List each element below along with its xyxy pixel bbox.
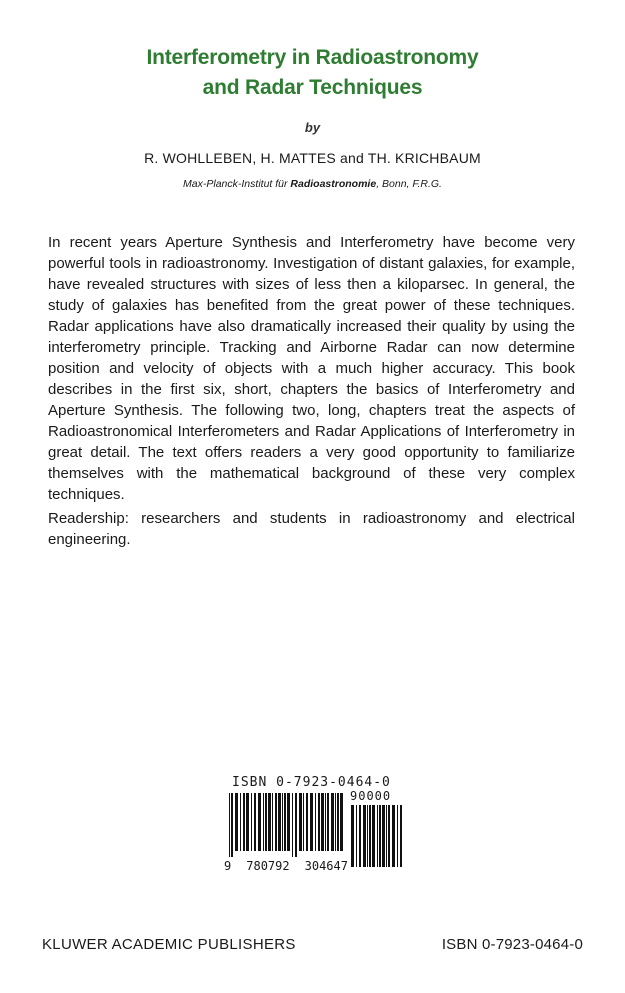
barcode-bar	[400, 805, 402, 867]
barcode-bar	[265, 793, 267, 851]
barcode-bar	[397, 805, 398, 867]
barcode-bar	[251, 793, 252, 851]
barcode-bar	[388, 805, 390, 867]
affiliation	[0, 178, 625, 190]
affiliation-suffix: , Bonn, F.R.G.	[376, 178, 442, 190]
barcode-bar	[295, 793, 297, 857]
ean-digits	[224, 859, 348, 873]
barcode-bar	[284, 793, 286, 851]
barcode-bar	[327, 793, 329, 851]
book-description	[48, 232, 575, 505]
barcode-bar	[310, 793, 313, 851]
barcode-bar	[367, 805, 368, 867]
barcode-bar	[287, 793, 290, 851]
barcode-bar	[382, 805, 385, 867]
barcode-bar	[337, 793, 339, 851]
barcode-bar	[377, 805, 378, 867]
affiliation-emphasis: Radioastronomie	[290, 178, 377, 190]
ean-left-group: 780792	[246, 859, 290, 873]
ean-barcode	[228, 793, 346, 857]
book-title-line-1: Interferometry in Radioastronomy	[146, 46, 479, 69]
barcode-bar	[335, 793, 336, 851]
footer-isbn: ISBN 0-7923-0464-0	[441, 936, 583, 953]
barcode-bar	[231, 793, 233, 857]
barcode-addon-number: 90000	[350, 789, 392, 803]
book-title-line-2: and Radar Techniques	[202, 76, 423, 99]
barcode-bar	[359, 805, 361, 867]
ean-first-digit: 9	[224, 859, 232, 873]
barcode-bar	[372, 805, 375, 867]
barcode-bar	[263, 793, 264, 851]
description-paragraph: In recent years Aperture Synthesis and Interferometry have become very powerful tools in radioastronomy. Investigation of distant galaxies, for example, have revealed structures with sizes of less then a kiloparsec. In general, the study of galaxies has benefited from the great power of these techniques. Radar applications have also dramatically increased their quality by using the interferometry principle. Tracking and Airborne Radar can now determine position and velocity of objects with a much higher accuracy. This book describes in the first six, short, chapters the basics of Interferometry and Aperture Synthesis. The following two, long, chapters treat the aspects of Radioastronomical Interferometers and Radar Applications of Interferometry in great detail. The text offers readers a very good opportunity to familiarize themselves with the mathematical background of these very complex techniques.	[48, 234, 575, 503]
barcode-bar	[292, 793, 293, 857]
addon-barcode	[350, 805, 404, 873]
barcode-bar	[363, 805, 366, 867]
barcode-bar	[258, 793, 261, 851]
barcode-bar	[282, 793, 283, 851]
barcode-bar	[243, 793, 245, 851]
barcode-bar	[315, 793, 316, 851]
barcode-bar	[325, 793, 326, 851]
barcode-bar	[379, 805, 381, 867]
barcode-bar	[392, 805, 395, 867]
barcode-bar	[318, 793, 320, 851]
barcode-bar	[272, 793, 273, 851]
barcode-bar	[369, 805, 371, 867]
barcode-bar	[356, 805, 357, 867]
readership-block	[48, 508, 575, 550]
barcode-bar	[235, 793, 238, 851]
publisher-name: KLUWER ACADEMIC PUBLISHERS	[42, 936, 296, 953]
affiliation-prefix: Max-Planck-Institut für	[183, 178, 291, 190]
barcode-bar	[303, 793, 304, 851]
barcode-bar	[240, 793, 241, 851]
barcode-bar	[306, 793, 308, 851]
barcode-bar	[386, 805, 387, 867]
barcode-bar	[351, 805, 354, 867]
barcode-bar	[299, 793, 302, 851]
barcode-bar	[275, 793, 277, 851]
barcode-bar	[229, 793, 230, 857]
barcode-bar	[254, 793, 256, 851]
barcode-bar	[246, 793, 249, 851]
barcode-bar	[278, 793, 281, 851]
barcode-bar	[321, 793, 324, 851]
barcode-bar	[268, 793, 271, 851]
authors: R. WOHLLEBEN, H. MATTES and TH. KRICHBAUM	[144, 150, 481, 166]
barcode-isbn-label: ISBN 0-7923-0464-0	[232, 775, 391, 790]
barcode-bar	[331, 793, 334, 851]
ean-right-group: 304647	[304, 859, 348, 873]
byline: by	[304, 120, 321, 135]
barcode-bar	[340, 793, 343, 851]
readership-paragraph: Readership: researchers and students in radioastronomy and electrical engineering.	[48, 510, 575, 548]
